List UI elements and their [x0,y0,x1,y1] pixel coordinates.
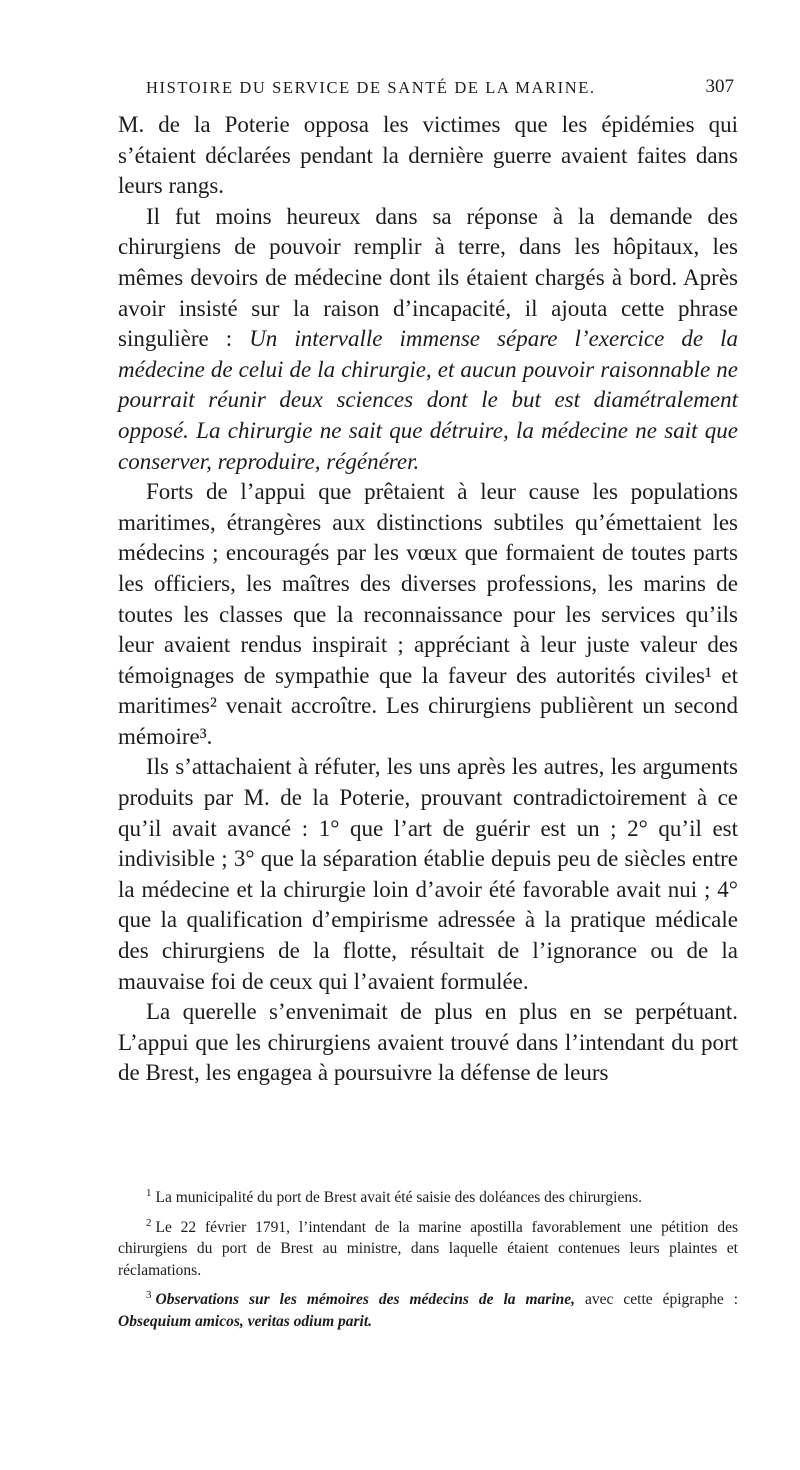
footnote-3-title: Observations sur les mémoires des médecins de la marine, [155,1291,576,1309]
footnote-3-number: 3 [146,1289,152,1302]
footnote-2 [118,1213,738,1282]
footnote-3-epigraph: Obsequium amicos, veritas odium parit. [118,1312,373,1330]
running-head [116,74,738,104]
footnotes [118,1183,738,1336]
quotation: Un intervalle immense sépare l’exercice de la médecine de celui de la chirurgie, et aucun pouvoir raisonnable ne pourrait réunir deux sciences dont le but est diamétralement opposé. La chirurgie ne sait que détruire, la médecine ne sait que conserver, reproduire, régénérer. [118,326,739,474]
paragraph-2 [118,202,738,477]
paragraph-2-text: Il fut moins heureux dans sa réponse à la demande des chirurgiens de pouvoir remplir à terre, dans les hôpitaux, les mêmes devoirs de médecine dont ils étaient chargés à bord. Après avoir insisté sur la raison d’incapacité, il ajouta cette phrase singulière : [118,203,738,352]
footnote-1-text: La municipalité du port de Brest avait été saisie des doléances des chirurgiens. [155,1189,643,1207]
footnote-1 [118,1183,738,1209]
running-title: HISTOIRE DU SERVICE DE SANTÉ DE LA MARINE. [146,78,596,97]
paragraph-4: Ils s’attachaient à réfuter, les uns après les autres, les arguments produits par M. de la Poterie, prouvant contradictoirement à ce qu’il avait avancé : 1° que l’art de guérir est un ; 2° qu’il est indivisible ; 3° que la séparation établie depuis peu de siècles entre la médecine et la chirurgie loin d’avoir été favorable avait nui ; 4° que la qualification d’empirisme adressée à la pratique médicale des chirurgiens de la flotte, résultait de l’ignorance ou de la mauvaise foi de ceux qui l’avaient formulée. [118,754,738,994]
page-number: 307 [705,76,734,97]
footnote-3 [118,1285,738,1332]
footnote-1-number: 1 [146,1187,152,1199]
paragraph-3: Forts de l’appui que prêtaient à leur cause les populations maritimes, étrangères aux distinctions subtiles qu’émettaient les médecins ; encouragés par les vœux que formaient de toutes parts les officiers, les maîtres des diverses professions, les marins de toutes les classes que la reconnaissance pour les services qu’ils leur avaient rendus inspirait ; appréciant à leur juste valeur des témoignages de sympathie que la faveur des autorités civiles¹ et maritimes² venait accroître. Les chirurgiens publièrent un second mémoire³. [118,479,738,749]
body-text [118,110,738,1089]
paragraph-5: La querelle s’envenimait de plus en plus en se perpétuant. L’appui que les chirurgiens avaient trouvé dans l’intendant du port de Brest, les engagea à poursuivre la défense de leurs [118,999,738,1086]
paragraph-1: M. de la Poterie opposa les victimes que les épidémies qui s’étaient déclarées pendant la dernière guerre avaient faites dans leurs rangs. [118,112,738,199]
footnote-2-text: Le 22 février 1791, l’intendant de la marine apostilla favorablement une pétition des chirurgiens du port de Brest au ministre, dans laquelle étaient contenues leurs plaintes et réclamations. [118,1218,738,1279]
footnote-2-number: 2 [146,1216,152,1229]
footnote-3-text: avec cette épigraphe : [575,1291,738,1309]
